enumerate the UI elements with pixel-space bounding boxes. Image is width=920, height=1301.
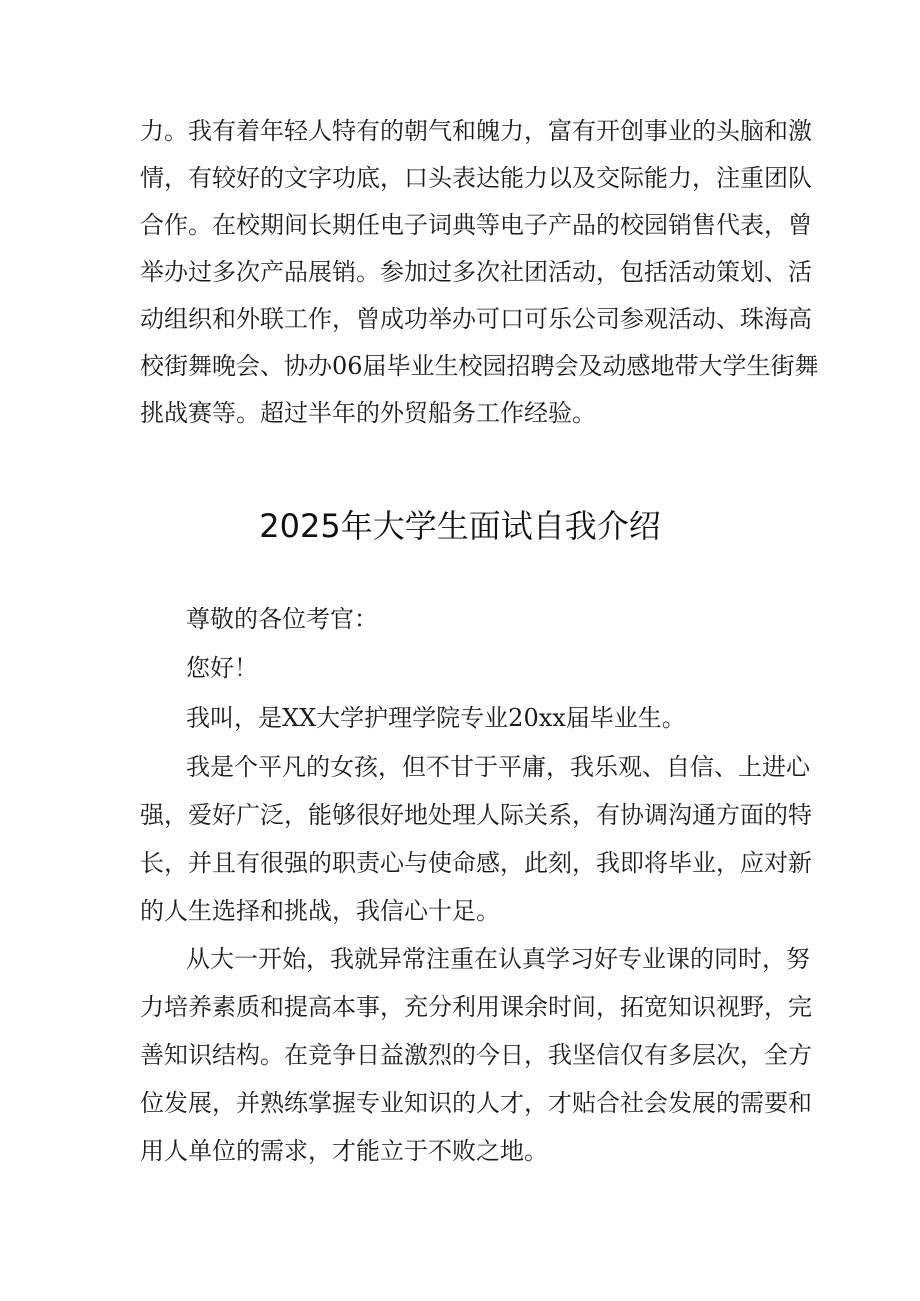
- paragraph1-line: 强，爱好广泛，能够很好地处理人际关系，有协调沟通方面的特: [140, 801, 812, 829]
- paragraph2-line: 用人单位的需求，才能立于不败之地。: [140, 1137, 548, 1165]
- paragraph1-line: 的人生选择和挑战，我信心十足。: [140, 897, 500, 925]
- paragraph2-line: 力培养素质和提高本事，充分利用课余时间，拓宽知识视野，完: [140, 993, 812, 1021]
- paragraph1-line: 长，并且有很强的职责心与使命感，此刻，我即将毕业，应对新: [140, 849, 812, 877]
- salutation: 尊敬的各位考官：: [186, 605, 378, 633]
- continuation-line: 情，有较好的文字功底，口头表达能力以及交际能力，注重团队: [140, 164, 812, 192]
- paragraph1-line: 我是个平凡的女孩，但不甘于平庸，我乐观、自信、上进心: [186, 753, 810, 781]
- continuation-line: 动组织和外联工作，曾成功举办可口可乐公司参观活动、珠海高: [140, 305, 812, 333]
- paragraph2-line: 善知识结构。在竞争日益激烈的今日，我坚信仅有多层次，全方: [140, 1041, 812, 1069]
- document-title: 2025年大学生面试自我介绍: [259, 507, 661, 545]
- continuation-line: 力。我有着年轻人特有的朝气和魄力，富有开创事业的头脑和激: [140, 117, 812, 145]
- paragraph2-line: 从大一开始，我就异常注重在认真学习好专业课的同时，努: [186, 945, 810, 973]
- continuation-line: 校街舞晚会、协办06届毕业生校园招聘会及动感地带大学生街舞: [140, 352, 819, 380]
- continuation-line: 举办过多次产品展销。参加过多次社团活动，包括活动策划、活: [140, 258, 812, 286]
- greeting: 您好！: [186, 654, 258, 682]
- continuation-line: 挑战赛等。超过半年的外贸船务工作经验。: [140, 399, 596, 427]
- paragraph2-line: 位发展，并熟练掌握专业知识的人才，才贴合社会发展的需要和: [140, 1089, 812, 1117]
- self-intro-line: 我叫，是XX大学护理学院专业20xx届毕业生。: [186, 704, 686, 732]
- continuation-line: 合作。在校期间长期任电子词典等电子产品的校园销售代表，曾: [140, 211, 812, 239]
